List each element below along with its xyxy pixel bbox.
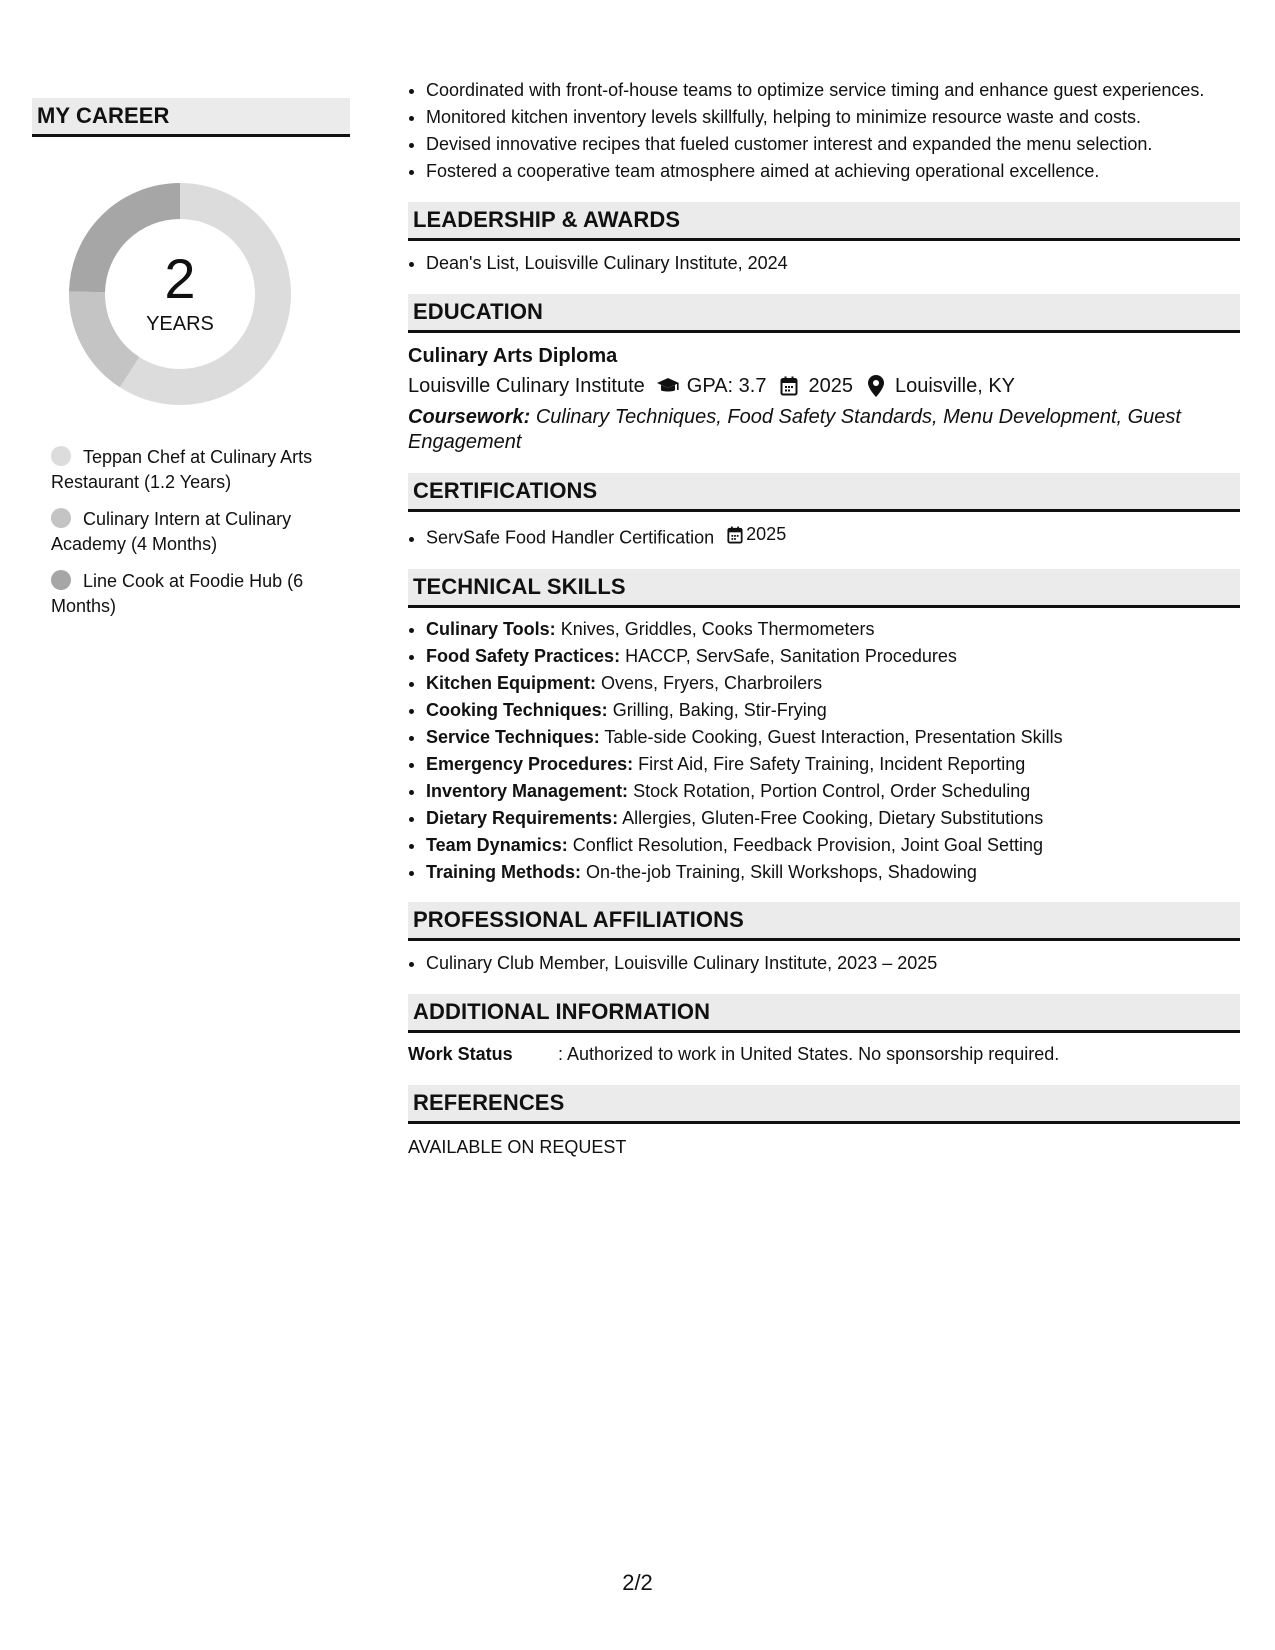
- references-heading: REFERENCES: [408, 1085, 1240, 1124]
- leadership-heading: LEADERSHIP & AWARDS: [408, 202, 1240, 241]
- list-item: [426, 833, 1240, 857]
- references-text: AVAILABLE ON REQUEST: [408, 1136, 627, 1157]
- location-pin-icon: [863, 375, 889, 397]
- affiliations-list: [408, 951, 1240, 976]
- skills-heading: TECHNICAL SKILLS: [408, 569, 1240, 608]
- career-donut-chart: [65, 179, 295, 409]
- career-legend: [51, 445, 341, 619]
- list-item: [426, 725, 1240, 749]
- education-heading: EDUCATION: [408, 294, 1240, 333]
- skill-value: Conflict Resolution, Feedback Provision, Joint Goal Setting: [572, 834, 1043, 855]
- career-heading: MY CAREER: [32, 98, 350, 137]
- skill-label: Cooking Techniques:: [426, 699, 608, 720]
- legend-dot: [51, 570, 71, 590]
- legend-item: [51, 445, 341, 495]
- skill-value: Allergies, Gluten-Free Cooking, Dietary Substitutions: [622, 807, 1044, 828]
- work-status-value: : Authorized to work in United States. No sponsorship required.: [558, 1043, 1060, 1064]
- skill-value: Stock Rotation, Portion Control, Order Scheduling: [633, 780, 1031, 801]
- list-item: • Coordinated with front-of-house teams to optimize service timing and enhance guest experiences.: [426, 78, 1240, 103]
- graduation-year: 2025: [808, 375, 853, 397]
- experience-bullets: [408, 78, 1240, 184]
- certification-name: ServSafe Food Handler Certification: [426, 527, 715, 548]
- legend-item: [51, 507, 341, 557]
- work-status-row: [408, 1041, 1240, 1067]
- affiliations-heading: PROFESSIONAL AFFILIATIONS: [408, 902, 1240, 941]
- coursework: [408, 405, 1240, 455]
- skill-label: Food Safety Practices:: [426, 645, 621, 666]
- skill-label: Team Dynamics:: [426, 834, 568, 855]
- certification-year: 2025: [746, 524, 787, 544]
- coursework-list: Culinary Techniques, Food Safety Standards, Menu Development, Guest Engagement: [408, 406, 1181, 453]
- list-item: • Monitored kitchen inventory levels skillfully, helping to minimize resource waste and costs.: [426, 105, 1240, 130]
- skill-label: Training Methods:: [426, 861, 581, 882]
- skill-value: On-the-job Training, Skill Workshops, Shadowing: [586, 861, 977, 882]
- skill-value: HACCP, ServSafe, Sanitation Procedures: [625, 645, 957, 666]
- skill-value: Ovens, Fryers, Charbroilers: [601, 672, 823, 693]
- list-item: • Fostered a cooperative team atmosphere aimed at achieving operational excellence.: [426, 159, 1240, 184]
- list-item: [426, 806, 1240, 830]
- leadership-list: [408, 251, 1240, 276]
- list-item: • Culinary Club Member, Louisville Culinary Institute, 2023 – 2025: [426, 951, 1240, 976]
- certification-date: [727, 522, 786, 547]
- coursework-label: Coursework:: [408, 406, 531, 428]
- list-item: [426, 860, 1240, 884]
- work-status-label: Work Status: [408, 1043, 513, 1064]
- career-total-number: 2: [164, 247, 196, 310]
- skill-value: Grilling, Baking, Stir-Frying: [612, 699, 827, 720]
- legend-item: [51, 569, 341, 619]
- school-location: Louisville, KY: [894, 375, 1016, 397]
- skill-label: Emergency Procedures:: [426, 753, 634, 774]
- legend-dot: [51, 446, 71, 466]
- skill-value: Table-side Cooking, Guest Interaction, Presentation Skills: [604, 726, 1063, 747]
- gpa: GPA: 3.7: [686, 375, 767, 397]
- list-item: [426, 522, 1240, 551]
- list-item: [426, 671, 1240, 695]
- list-item: • Devised innovative recipes that fueled customer interest and expanded the menu selection.: [426, 132, 1240, 157]
- legend-dot: [51, 508, 71, 528]
- calendar-icon: [776, 375, 802, 397]
- graduation-cap-icon: [655, 375, 681, 397]
- education-meta: [408, 371, 1240, 401]
- career-total-unit: YEARS: [146, 313, 214, 335]
- page-number: 2/2: [622, 1570, 653, 1595]
- list-item: [426, 779, 1240, 803]
- skill-value: Knives, Griddles, Cooks Thermometers: [560, 618, 875, 639]
- legend-label: Teppan Chef at Culinary Arts Restaurant (1.2 Years): [51, 447, 313, 492]
- skill-label: Dietary Requirements:: [426, 807, 619, 828]
- list-item: [426, 752, 1240, 776]
- degree-title: Culinary Arts Diploma: [408, 345, 618, 367]
- skills-list: [408, 617, 1240, 884]
- career-sidebar: [32, 98, 350, 631]
- skill-label: Inventory Management:: [426, 780, 629, 801]
- list-item: [426, 698, 1240, 722]
- skill-label: Culinary Tools:: [426, 618, 556, 639]
- additional-info-heading: ADDITIONAL INFORMATION: [408, 994, 1240, 1033]
- list-item: [426, 644, 1240, 668]
- skill-label: Kitchen Equipment:: [426, 672, 596, 693]
- list-item: • Dean's List, Louisville Culinary Institute, 2024: [426, 251, 1240, 276]
- legend-label: Line Cook at Foodie Hub (6 Months): [51, 571, 304, 616]
- list-item: [426, 617, 1240, 641]
- skill-value: First Aid, Fire Safety Training, Incident Reporting: [638, 753, 1026, 774]
- school-name: Louisville Culinary Institute: [408, 375, 645, 397]
- skill-label: Service Techniques:: [426, 726, 600, 747]
- certifications-heading: CERTIFICATIONS: [408, 473, 1240, 512]
- certifications-list: [408, 522, 1240, 551]
- calendar-icon: [727, 526, 743, 544]
- main-column: [408, 78, 1240, 1160]
- legend-label: Culinary Intern at Culinary Academy (4 Months): [51, 509, 292, 554]
